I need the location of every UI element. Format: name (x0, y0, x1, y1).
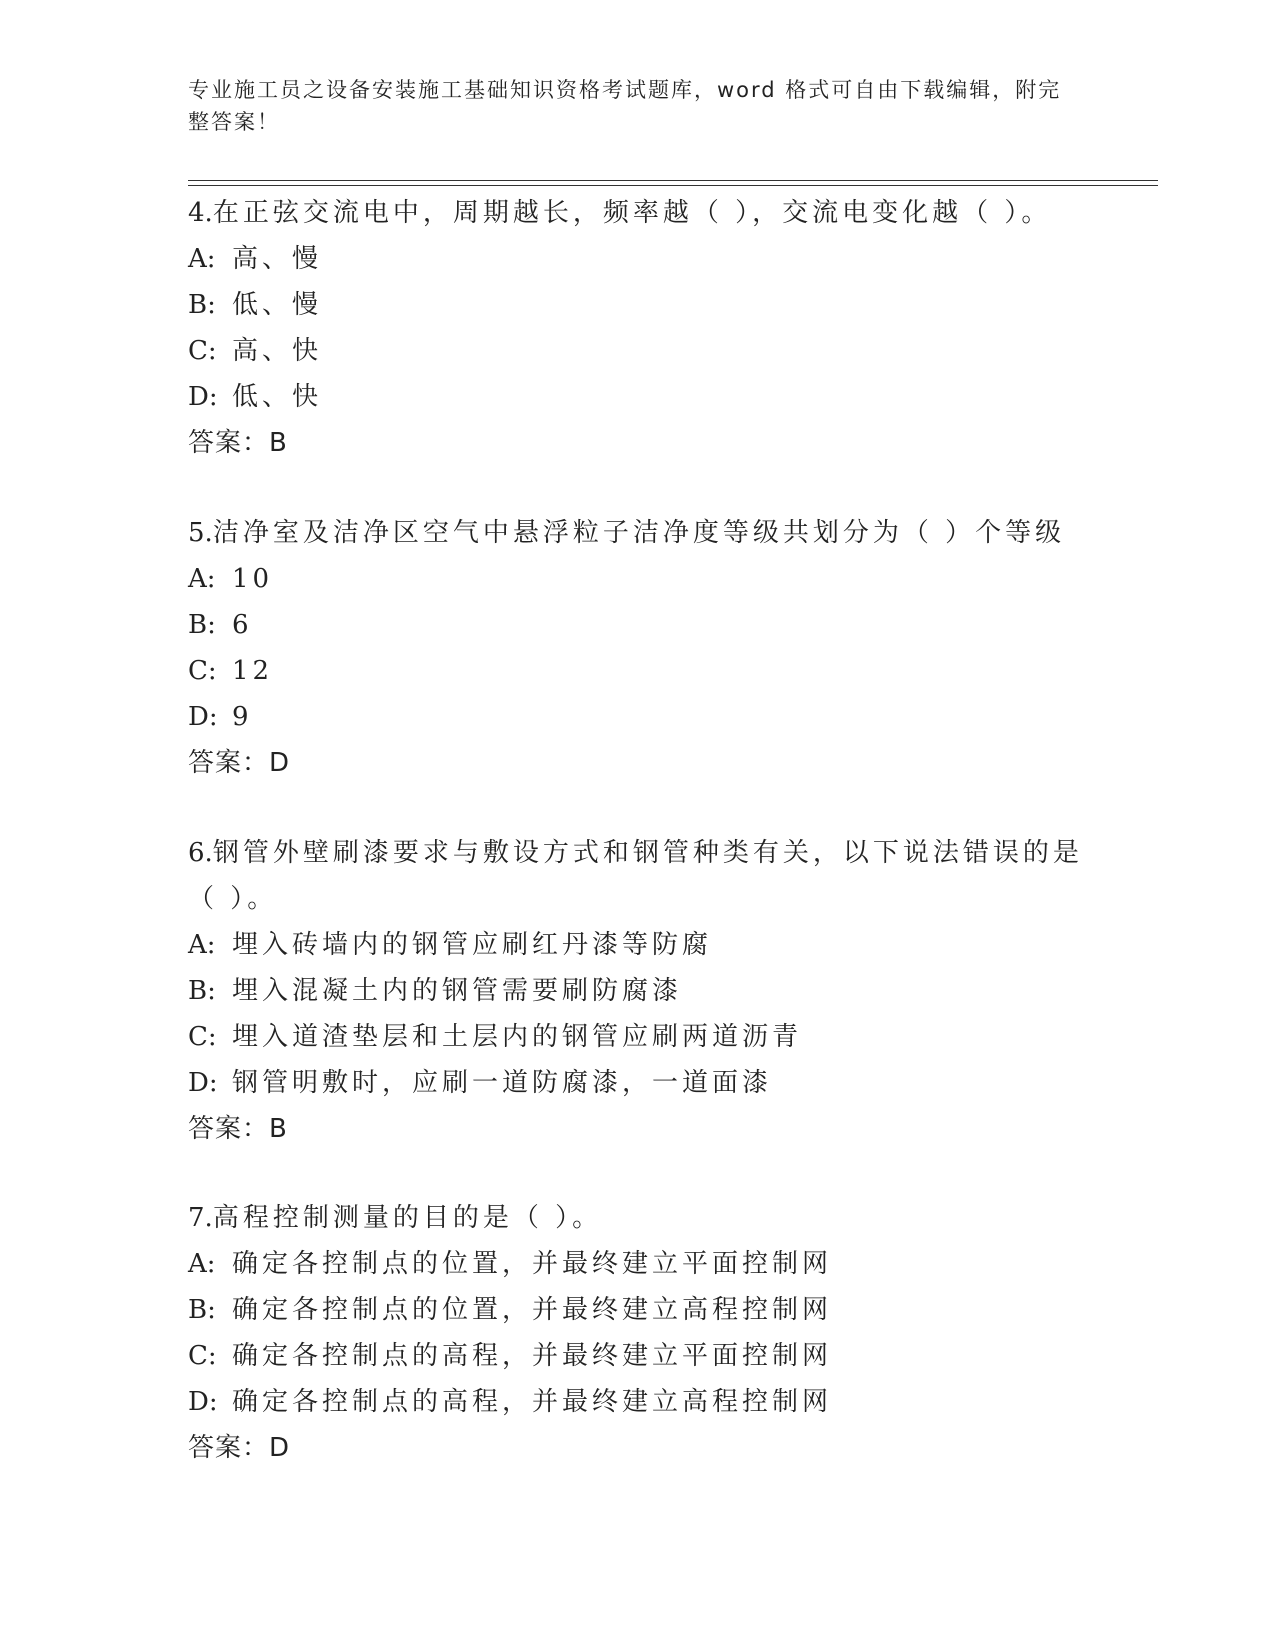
answer-line: 答案：B (188, 1114, 288, 1144)
option-c (188, 1333, 1088, 1379)
option-a (188, 236, 1088, 282)
question-stem (188, 1195, 1088, 1241)
option-text: 高、慢 (232, 244, 323, 274)
option-d (188, 694, 1088, 740)
option-text: 低、慢 (232, 290, 323, 320)
option-d (188, 374, 1088, 420)
option-letter: C: (188, 1341, 217, 1371)
option-letter: A: (188, 930, 216, 960)
option-text: 确定各控制点的位置，并最终建立平面控制网 (232, 1249, 833, 1279)
option-a (188, 922, 1088, 968)
option-d (188, 1379, 1088, 1425)
question-stem (188, 830, 1088, 922)
option-letter: B: (188, 976, 216, 1006)
option-text: 确定各控制点的高程，并最终建立平面控制网 (232, 1341, 833, 1371)
option-letter: B: (188, 1295, 216, 1325)
option-text: 埋入道渣垫层和土层内的钢管应刷两道沥青 (232, 1022, 803, 1052)
question-6 (188, 830, 1088, 1152)
option-letter: C: (188, 336, 217, 366)
option-letter: A: (188, 244, 216, 274)
option-text: 低、快 (232, 382, 323, 412)
option-text: 12 (232, 656, 274, 686)
header-divider-bottom (188, 185, 1158, 186)
option-text: 埋入砖墙内的钢管应刷红丹漆等防腐 (232, 930, 713, 960)
option-b (188, 1287, 1088, 1333)
option-letter: C: (188, 656, 217, 686)
question-number: 4. (188, 198, 213, 228)
option-b (188, 282, 1088, 328)
option-letter: D: (188, 1068, 218, 1098)
question-7 (188, 1195, 1088, 1471)
question-text: 钢管外壁刷漆要求与敷设方式和钢管种类有关，以下说法错误的是（ ）。 (188, 838, 1083, 914)
option-text: 确定各控制点的高程，并最终建立高程控制网 (232, 1387, 833, 1417)
question-number: 5. (188, 518, 213, 548)
answer-line: 答案：B (188, 428, 288, 458)
option-a (188, 556, 1088, 602)
question-text: 在正弦交流电中，周期越长，频率越（ ），交流电变化越（ ）。 (212, 198, 1052, 228)
option-c (188, 328, 1088, 374)
question-stem (188, 510, 1088, 556)
option-a (188, 1241, 1088, 1287)
header-divider-top (188, 180, 1158, 181)
option-text: 10 (232, 564, 274, 594)
option-b (188, 968, 1088, 1014)
option-letter: D: (188, 1387, 218, 1417)
option-text: 钢管明敷时，应刷一道防腐漆，一道面漆 (232, 1068, 773, 1098)
option-text: 9 (232, 702, 253, 732)
option-text: 6 (232, 610, 253, 640)
option-d (188, 1060, 1088, 1106)
answer-line: 答案：D (188, 1433, 291, 1463)
option-letter: D: (188, 382, 218, 412)
option-letter: B: (188, 610, 216, 640)
option-b (188, 602, 1088, 648)
question-number: 6. (188, 838, 213, 868)
document-header: 专业施工员之设备安装施工基础知识资格考试题库，word 格式可自由下载编辑，附完整答案！ (188, 78, 1062, 134)
option-letter: C: (188, 1022, 217, 1052)
question-4 (188, 190, 1088, 466)
question-stem (188, 190, 1088, 236)
answer-line: 答案：D (188, 748, 291, 778)
option-letter: A: (188, 564, 216, 594)
option-text: 埋入混凝土内的钢管需要刷防腐漆 (232, 976, 683, 1006)
question-5 (188, 510, 1088, 786)
option-letter: D: (188, 702, 218, 732)
option-c (188, 1014, 1088, 1060)
option-text: 确定各控制点的位置，并最终建立高程控制网 (232, 1295, 833, 1325)
option-letter: A: (188, 1249, 216, 1279)
question-number: 7. (188, 1203, 213, 1233)
question-text: 洁净室及洁净区空气中悬浮粒子洁净度等级共划分为（ ）个等级 (212, 518, 1066, 548)
option-text: 高、快 (232, 336, 323, 366)
question-text: 高程控制测量的目的是（ ）。 (212, 1203, 603, 1233)
option-c (188, 648, 1088, 694)
option-letter: B: (188, 290, 216, 320)
